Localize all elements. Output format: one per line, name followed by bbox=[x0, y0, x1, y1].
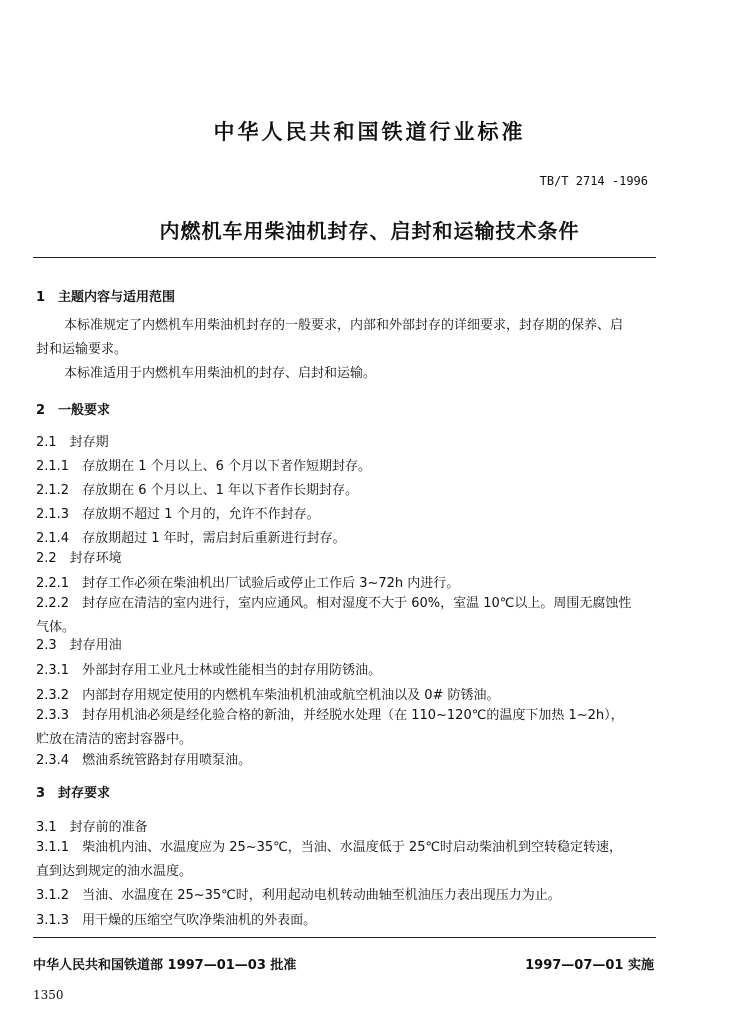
document-title: 内燃机车用柴油机封存、启封和运输技术条件 bbox=[159, 219, 580, 243]
section-1-paragraph-1: 本标准规定了内燃机车用柴油机封存的一般要求，内部和外部封存的详细要求，封存期的保养、启封和运输要求。 bbox=[36, 318, 624, 357]
clause-2-3-1: 2.3.1 外部封存用工业凡士林或性能相当的封存用防锈油。 bbox=[36, 663, 382, 678]
standard-code: TB/T 2714 -1996 bbox=[539, 174, 648, 188]
clause-2-3-4: 2.3.4 燃油系统管路封存用喷泵油。 bbox=[36, 753, 252, 768]
clause-2-1-3: 2.1.3 存放期不超过 1 个月的，允许不作封存。 bbox=[36, 507, 320, 522]
clause-2-2-2: 2.2.2 封存应在清洁的室内进行，室内应通风。相对湿度不大于 60%，室温 10℃以上。周围无腐蚀性气体。 bbox=[36, 596, 632, 635]
implementation-line: 1997—07—01 实施 bbox=[525, 958, 654, 973]
page-number: 1350 bbox=[33, 988, 64, 1002]
clause-3-1: 3.1 封存前的准备 bbox=[36, 820, 148, 835]
clause-3-1-3: 3.1.3 用干燥的压缩空气吹净柴油机的外表面。 bbox=[36, 913, 317, 928]
clause-2-1-2: 2.1.2 存放期在 6 个月以上、1 年以下者作长期封存。 bbox=[36, 483, 359, 498]
clause-3-1-1: 3.1.1 柴油机内油、水温度应为 25~35℃，当油、水温度低于 25℃时启动柴油机到空转稳定转速，直到达到规定的油水温度。 bbox=[36, 840, 623, 879]
section-1-paragraph-2: 本标准适用于内燃机车用柴油机的封存、启封和运输。 bbox=[64, 366, 377, 381]
clause-2-1-4: 2.1.4 存放期超过 1 年时，需启封后重新进行封存。 bbox=[36, 531, 346, 546]
clause-2-3-2: 2.3.2 内部封存用规定使用的内燃机车柴油机机油或航空机油以及 0# 防锈油。 bbox=[36, 688, 500, 703]
issuing-organization: 中华人民共和国铁道行业标准 bbox=[213, 120, 526, 144]
title-rule bbox=[33, 257, 656, 258]
section-1-heading: 1 主题内容与适用范围 bbox=[36, 290, 176, 305]
clause-2-2-1: 2.2.1 封存工作必须在柴油机出厂试验后或停止工作后 3~72h 内进行。 bbox=[36, 576, 460, 591]
section-3-heading: 3 封存要求 bbox=[36, 786, 111, 801]
clause-2-2: 2.2 封存环境 bbox=[36, 551, 122, 566]
section-2-heading: 2 一般要求 bbox=[36, 403, 111, 418]
clause-2-1-1: 2.1.1 存放期在 1 个月以上、6 个月以下者作短期封存。 bbox=[36, 459, 372, 474]
approval-line: 中华人民共和国铁道部 1997—01—03 批准 bbox=[33, 958, 297, 973]
clause-2-3: 2.3 封存用油 bbox=[36, 638, 122, 653]
clause-2-1: 2.1 封存期 bbox=[36, 435, 109, 450]
footer-rule bbox=[33, 937, 656, 938]
clause-3-1-2: 3.1.2 当油、水温度在 25~35℃时，利用起动电机转动曲轴至机油压力表出现压力为止。 bbox=[36, 888, 561, 903]
clause-2-3-3: 2.3.3 封存用机油必须是经化验合格的新油，并经脱水处理（在 110~120℃的温度下加热 1~2h），贮放在清洁的密封容器中。 bbox=[36, 708, 624, 747]
